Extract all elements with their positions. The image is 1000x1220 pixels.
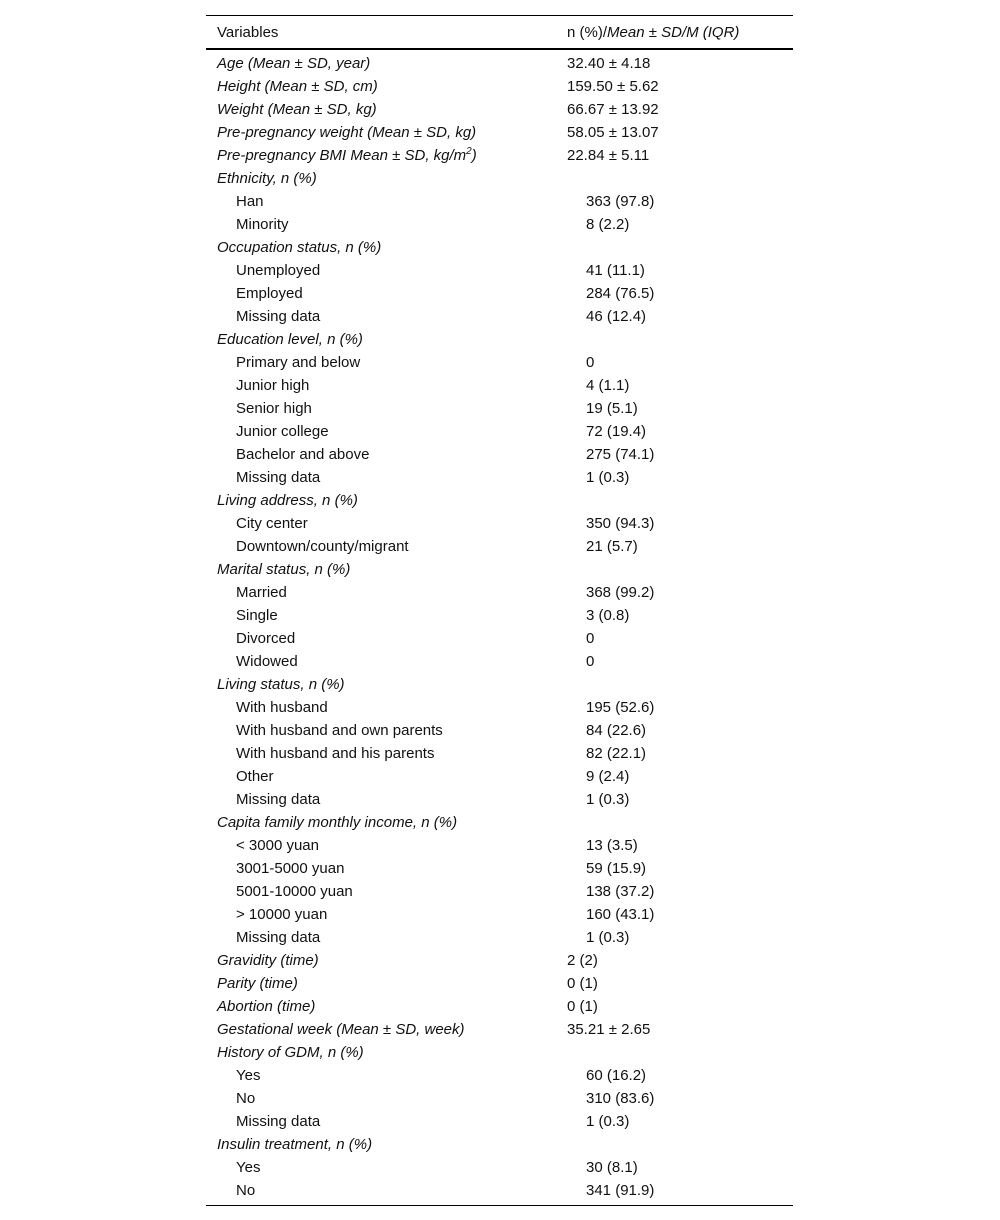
row-value: 1 (0.3) [586,791,630,808]
table-row [206,834,793,857]
row-label: Ethnicity, n (%) [217,170,317,187]
row-value: 9 (2.4) [586,768,630,785]
table-row [206,351,793,374]
row-label: Abortion (time) [217,998,316,1015]
row-label: 5001-10000 yuan [236,883,353,900]
row-value: 275 (74.1) [586,446,655,463]
table-row [206,673,793,696]
table-row [206,121,793,144]
row-label: Divorced [236,630,296,647]
table-row [206,1064,793,1087]
row-label: < 3000 yuan [236,837,319,854]
table-row [206,903,793,926]
row-value: 159.50 ± 5.62 [567,78,659,95]
row-label: Bachelor and above [236,446,370,463]
table-body [206,50,793,1205]
row-label: Living status, n (%) [217,676,345,693]
table-row [206,1156,793,1179]
row-label: Employed [236,285,303,302]
row-label: Age (Mean ± SD, year) [217,55,371,72]
row-value: 368 (99.2) [586,584,655,601]
table-row [206,972,793,995]
row-value: 8 (2.2) [586,216,630,233]
table-row [206,604,793,627]
row-label: Other [236,768,274,785]
row-label: Widowed [236,653,298,670]
row-value: 82 (22.1) [586,745,647,762]
row-label: > 10000 yuan [236,906,328,923]
table-row [206,926,793,949]
row-value: 341 (91.9) [586,1182,655,1199]
table-row [206,75,793,98]
row-value: 30 (8.1) [586,1159,638,1176]
row-value: 60 (16.2) [586,1067,647,1084]
row-label: Living address, n (%) [217,492,358,509]
row-label: Pre-pregnancy weight (Mean ± SD, kg) [217,124,477,141]
bmi-label-superscript: 2 [466,146,472,157]
row-value: 1 (0.3) [586,469,630,486]
row-value: 1 (0.3) [586,929,630,946]
row-label: No [236,1090,256,1107]
row-value: 19 (5.1) [586,400,638,417]
table-row [206,1179,793,1202]
table-row [206,627,793,650]
table-row [206,420,793,443]
table-row [206,167,793,190]
row-value: 284 (76.5) [586,285,655,302]
row-value: 59 (15.9) [586,860,647,877]
row-value: 22.84 ± 5.11 [567,147,650,164]
row-value: 84 (22.6) [586,722,647,739]
table-row [206,397,793,420]
header-values [567,24,793,41]
row-value: 2 (2) [567,952,598,969]
row-value: 160 (43.1) [586,906,655,923]
row-label: Gestational week (Mean ± SD, week) [217,1021,465,1038]
row-label: Han [236,193,264,210]
table-row [206,213,793,236]
characteristics-table [206,15,793,1206]
row-value: 72 (19.4) [586,423,647,440]
header-value-prefix: n (%)/ [567,23,608,41]
table-row [206,1133,793,1156]
table-row [206,512,793,535]
table-row [206,236,793,259]
row-label: City center [236,515,308,532]
row-label: 3001-5000 yuan [236,860,345,877]
row-value: 3 (0.8) [586,607,630,624]
row-label: Capita family monthly income, n (%) [217,814,458,831]
table-row [206,98,793,121]
table-row [206,788,793,811]
table-row [206,282,793,305]
table-row [206,696,793,719]
row-label: Minority [236,216,289,233]
table-header-row [206,16,793,50]
table-row [206,857,793,880]
row-value: 138 (37.2) [586,883,655,900]
table-row [206,144,793,167]
row-value: 0 (1) [567,998,598,1015]
table-row [206,880,793,903]
row-label: Gravidity (time) [217,952,319,969]
row-value: 0 (1) [567,975,598,992]
header-value-italic: Mean ± SD/M (IQR) [607,23,740,41]
table-row [206,52,793,75]
row-value: 46 (12.4) [586,308,647,325]
row-label [206,147,567,164]
table-row [206,1041,793,1064]
header-variables: Variables [217,23,279,41]
row-label: Missing data [236,791,321,808]
table-row [206,1087,793,1110]
table-row [206,581,793,604]
table-row [206,650,793,673]
row-label: Occupation status, n (%) [217,239,382,256]
row-label: With husband and own parents [236,722,443,739]
table-row [206,259,793,282]
row-value: 0 [586,653,595,670]
row-label: History of GDM, n (%) [217,1044,364,1061]
table-row [206,558,793,581]
table-row [206,995,793,1018]
table-row [206,190,793,213]
bmi-label-close: ) [471,147,477,164]
row-label: Height (Mean ± SD, cm) [217,78,378,95]
row-value: 13 (3.5) [586,837,638,854]
row-label: Weight (Mean ± SD, kg) [217,101,377,118]
row-label: Junior high [236,377,310,394]
row-label: Single [236,607,278,624]
table-row [206,1018,793,1041]
row-value: 32.40 ± 4.18 [567,55,651,72]
row-value: 58.05 ± 13.07 [567,124,659,141]
row-value: 195 (52.6) [586,699,655,716]
row-value: 4 (1.1) [586,377,630,394]
table-row [206,949,793,972]
table-row [206,535,793,558]
table-row [206,489,793,512]
table-row [206,443,793,466]
row-label: Downtown/county/migrant [236,538,409,555]
row-value: 41 (11.1) [586,262,645,279]
row-label: Married [236,584,287,601]
table-row [206,328,793,351]
table-row [206,466,793,489]
row-label: Parity (time) [217,975,298,992]
row-value: 0 [586,630,595,647]
row-value: 363 (97.8) [586,193,655,210]
row-label: Yes [236,1067,261,1084]
table-row [206,305,793,328]
table-row [206,765,793,788]
row-label: Junior college [236,423,329,440]
row-label: Missing data [236,929,321,946]
table-row [206,811,793,834]
row-label: Unemployed [236,262,321,279]
row-value: 1 (0.3) [586,1113,630,1130]
row-label: With husband and his parents [236,745,435,762]
row-value: 0 [586,354,595,371]
row-label: Primary and below [236,354,361,371]
row-value: 35.21 ± 2.65 [567,1021,651,1038]
table-row [206,742,793,765]
row-label: Marital status, n (%) [217,561,351,578]
row-value: 66.67 ± 13.92 [567,101,659,118]
row-label: With husband [236,699,328,716]
table-row [206,374,793,397]
row-label: Missing data [236,469,321,486]
row-label: Education level, n (%) [217,331,363,348]
row-label: Missing data [236,308,321,325]
row-label: Yes [236,1159,261,1176]
table-row [206,719,793,742]
row-value: 350 (94.3) [586,515,655,532]
row-value: 21 (5.7) [586,538,638,555]
row-label: Insulin treatment, n (%) [217,1136,373,1153]
row-label: Missing data [236,1113,321,1130]
row-label: Senior high [236,400,312,417]
table-row [206,1110,793,1133]
row-value: 310 (83.6) [586,1090,655,1107]
row-label: No [236,1182,256,1199]
bmi-label-text: Pre-pregnancy BMI Mean ± SD, kg/m [217,147,467,164]
